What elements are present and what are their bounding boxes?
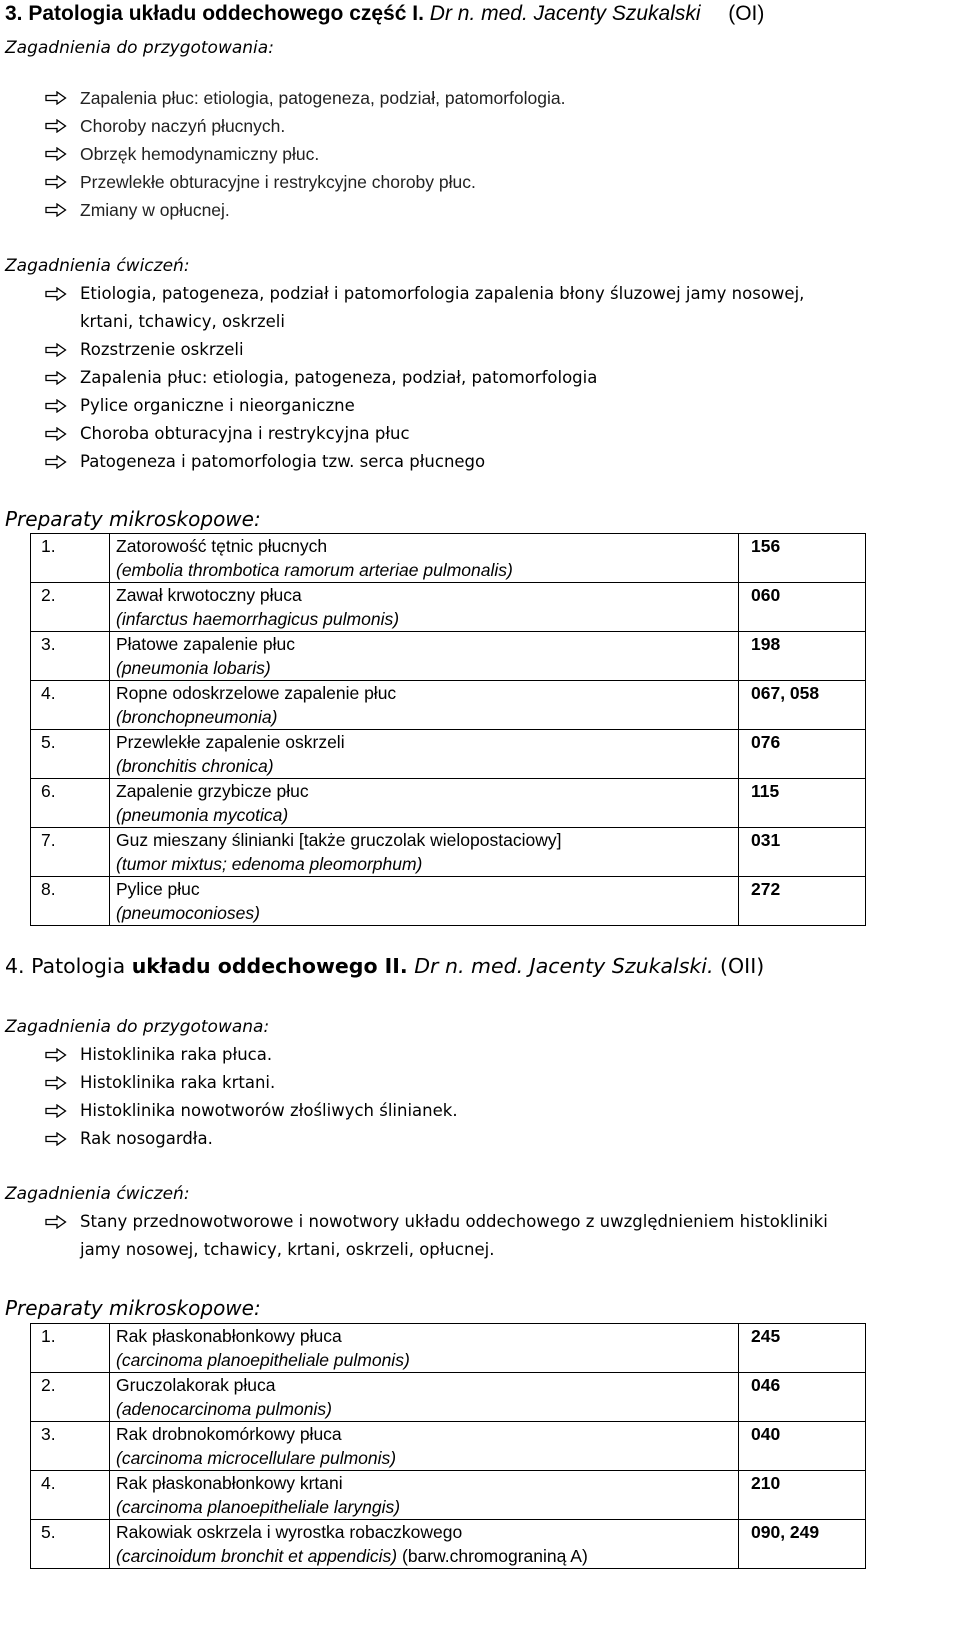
- table-row: [31, 1471, 866, 1520]
- slide-name: Guz mieszany ślinianki [także gruczolak wielopostaciowy]: [116, 830, 562, 850]
- slide-latin-name: (bronchopneumonia): [116, 707, 278, 727]
- slide-extra-note: (barw.chromograniną A): [397, 1546, 588, 1566]
- slide-name: Rak płaskonabłonkowy płuca: [116, 1326, 342, 1346]
- list-item-text: Rak nosogardła.: [80, 1129, 213, 1148]
- slide-code: 156: [739, 534, 866, 583]
- slide-number: 5.: [31, 1520, 110, 1569]
- list-item-text: Choroba obturacyjna i restrykcyjna płuc: [80, 424, 410, 443]
- arrow-right-icon: [45, 1048, 67, 1062]
- slide-name: Zawał krwotoczny płuca: [116, 585, 302, 605]
- slide-code: 272: [739, 877, 866, 926]
- slide-number: 5.: [31, 730, 110, 779]
- slide-code: 076: [739, 730, 866, 779]
- slide-latin-name: (pneumoconioses): [116, 903, 260, 923]
- slide-number: 4.: [31, 1471, 110, 1520]
- section-2-title: [5, 954, 764, 978]
- list-item-text: Zapalenia płuc: etiologia, patogeneza, podział, patomorfologia: [80, 368, 598, 387]
- section-1-title: [5, 2, 764, 26]
- slide-description: [110, 1373, 739, 1422]
- table-row: [31, 1520, 866, 1569]
- slide-latin-name: (pneumonia lobaris): [116, 658, 271, 678]
- table-row: [31, 877, 866, 926]
- slide-latin-name: (carcinoma microcellulare pulmonis): [116, 1448, 397, 1468]
- slide-description: [110, 1422, 739, 1471]
- arrow-right-icon: [45, 147, 67, 161]
- slide-latin-name: (carcinoma planoepitheliale pulmonis): [116, 1350, 410, 1370]
- slide-code: 245: [739, 1324, 866, 1373]
- slide-description: [110, 534, 739, 583]
- slide-name: Rak płaskonabłonkowy krtani: [116, 1473, 343, 1493]
- slide-code: 060: [739, 583, 866, 632]
- arrow-right-icon: [45, 119, 67, 133]
- list-item-text: Pylice organiczne i nieorganiczne: [80, 396, 355, 415]
- arrow-right-icon: [45, 343, 67, 357]
- table-row: [31, 632, 866, 681]
- section-2-prep-label: Zagadnienia do przygotowana:: [5, 1017, 270, 1037]
- arrow-right-icon: [45, 427, 67, 441]
- list-item-text: Zmiany w opłucnej.: [80, 200, 230, 220]
- arrow-right-icon: [45, 1104, 67, 1118]
- list-item-text: Histoklinika raka płuca.: [80, 1045, 273, 1064]
- table-row: [31, 681, 866, 730]
- section-1-slides-table: [30, 533, 866, 926]
- slide-description: [110, 730, 739, 779]
- section-1-slides-label: Preparaty mikroskopowe:: [5, 507, 261, 531]
- arrow-right-icon: [45, 1132, 67, 1146]
- table-row: [31, 1324, 866, 1373]
- section-1-title-author: Dr n. med. Jacenty Szukalski: [429, 2, 701, 25]
- slide-code: 031: [739, 828, 866, 877]
- slide-name: Pylice płuc: [116, 879, 200, 899]
- slide-name: Rak drobnokomórkowy płuca: [116, 1424, 342, 1444]
- list-item-text: Przewlekłe obturacyjne i restrykcyjne choroby płuc.: [80, 172, 476, 192]
- list-item-text: Etiologia, patogeneza, podział i patomorfologia zapalenia błony śluzowej jamy nosowej,: [80, 284, 805, 303]
- slide-name: Ropne odoskrzelowe zapalenie płuc: [116, 683, 397, 703]
- slide-description: [110, 877, 739, 926]
- slide-latin-name: (adenocarcinoma pulmonis): [116, 1399, 332, 1419]
- slide-number: 4.: [31, 681, 110, 730]
- list-item-text: Patogeneza i patomorfologia tzw. serca płucnego: [80, 452, 486, 471]
- slide-description: [110, 632, 739, 681]
- table-row: [31, 1373, 866, 1422]
- slide-name: Płatowe zapalenie płuc: [116, 634, 296, 654]
- list-item-text: Obrzęk hemodynamiczny płuc.: [80, 144, 320, 164]
- slide-name: Zapalenie grzybicze płuc: [116, 781, 309, 801]
- arrow-right-icon: [45, 399, 67, 413]
- arrow-right-icon: [45, 1215, 67, 1229]
- slide-description: [110, 1324, 739, 1373]
- list-item-text: Choroby naczyń płucnych.: [80, 116, 286, 136]
- list-item-text: Zapalenia płuc: etiologia, patogeneza, podział, patomorfologia.: [80, 88, 566, 108]
- list-item-text: krtani, tchawicy, oskrzeli: [80, 312, 285, 331]
- table-row: [31, 583, 866, 632]
- arrow-right-icon: [45, 1076, 67, 1090]
- section-1-exercise-label: Zagadnienia ćwiczeń:: [5, 256, 190, 276]
- list-item-text: Histoklinika nowotworów złośliwych ślinianek.: [80, 1101, 458, 1120]
- table-row: [31, 779, 866, 828]
- slide-code: 046: [739, 1373, 866, 1422]
- slide-number: 8.: [31, 877, 110, 926]
- slide-description: [110, 681, 739, 730]
- slide-number: 3.: [31, 632, 110, 681]
- arrow-right-icon: [45, 287, 67, 301]
- slide-code: 067, 058: [739, 681, 866, 730]
- slide-number: 3.: [31, 1422, 110, 1471]
- slide-code: 198: [739, 632, 866, 681]
- slide-name: Gruczolakorak płuca: [116, 1375, 276, 1395]
- arrow-right-icon: [45, 91, 67, 105]
- arrow-right-icon: [45, 203, 67, 217]
- list-item-text: Histoklinika raka krtani.: [80, 1073, 276, 1092]
- slide-number: 7.: [31, 828, 110, 877]
- section-1-prep-label: Zagadnienia do przygotowania:: [5, 38, 274, 58]
- slide-latin-name: (pneumonia mycotica): [116, 805, 289, 825]
- slide-description: [110, 828, 739, 877]
- section-2-slides-label: Preparaty mikroskopowe:: [5, 1296, 261, 1320]
- slide-description: [110, 1471, 739, 1520]
- slide-latin-name: (carcinoidum bronchit et appendicis): [116, 1546, 398, 1566]
- slide-number: 2.: [31, 1373, 110, 1422]
- slide-number: 6.: [31, 779, 110, 828]
- table-row: [31, 534, 866, 583]
- list-item-text: jamy nosowej, tchawicy, krtani, oskrzeli, opłucnej.: [80, 1240, 495, 1259]
- slide-number: 1.: [31, 534, 110, 583]
- table-row: [31, 1422, 866, 1471]
- section-2-title-code: (OII): [720, 954, 765, 978]
- arrow-right-icon: [45, 455, 67, 469]
- slide-code: 115: [739, 779, 866, 828]
- slide-name: Zatorowość tętnic płucnych: [116, 536, 328, 556]
- slide-number: 2.: [31, 583, 110, 632]
- section-2-title-prefix: 4. Patologia: [5, 954, 126, 978]
- slide-latin-name: (embolia thrombotica ramorum arteriae pulmonalis): [116, 560, 513, 580]
- section-2-title-bold: układu oddechowego II.: [131, 954, 408, 978]
- section-2-slides-table: [30, 1323, 866, 1569]
- slide-code: 210: [739, 1471, 866, 1520]
- arrow-right-icon: [45, 371, 67, 385]
- slide-latin-name: (tumor mixtus; edenoma pleomorphum): [116, 854, 423, 874]
- slide-latin-name: (carcinoma planoepitheliale laryngis): [116, 1497, 401, 1517]
- section-1-title-code: (OI): [728, 2, 765, 25]
- slide-description: [110, 1520, 739, 1569]
- slide-number: 1.: [31, 1324, 110, 1373]
- slide-latin-name: (bronchitis chronica): [116, 756, 274, 776]
- slide-code: 040: [739, 1422, 866, 1471]
- section-1-title-prefix: 3. Patologia układu oddechowego część I.: [5, 2, 424, 25]
- section-2-exercise-label: Zagadnienia ćwiczeń:: [5, 1184, 190, 1204]
- table-row: [31, 828, 866, 877]
- slide-name: Rakowiak oskrzela i wyrostka robaczkowego: [116, 1522, 463, 1542]
- list-item-text: Rozstrzenie oskrzeli: [80, 340, 244, 359]
- slide-description: [110, 779, 739, 828]
- slide-description: [110, 583, 739, 632]
- list-item-text: Stany przednowotworowe i nowotwory układu oddechowego z uwzględnieniem histokliniki: [80, 1212, 828, 1231]
- slide-latin-name: (infarctus haemorrhagicus pulmonis): [116, 609, 400, 629]
- slide-code: 090, 249: [739, 1520, 866, 1569]
- section-2-title-author: Dr n. med. Jacenty Szukalski.: [414, 954, 714, 978]
- table-row: [31, 730, 866, 779]
- arrow-right-icon: [45, 175, 67, 189]
- slide-name: Przewlekłe zapalenie oskrzeli: [116, 732, 345, 752]
